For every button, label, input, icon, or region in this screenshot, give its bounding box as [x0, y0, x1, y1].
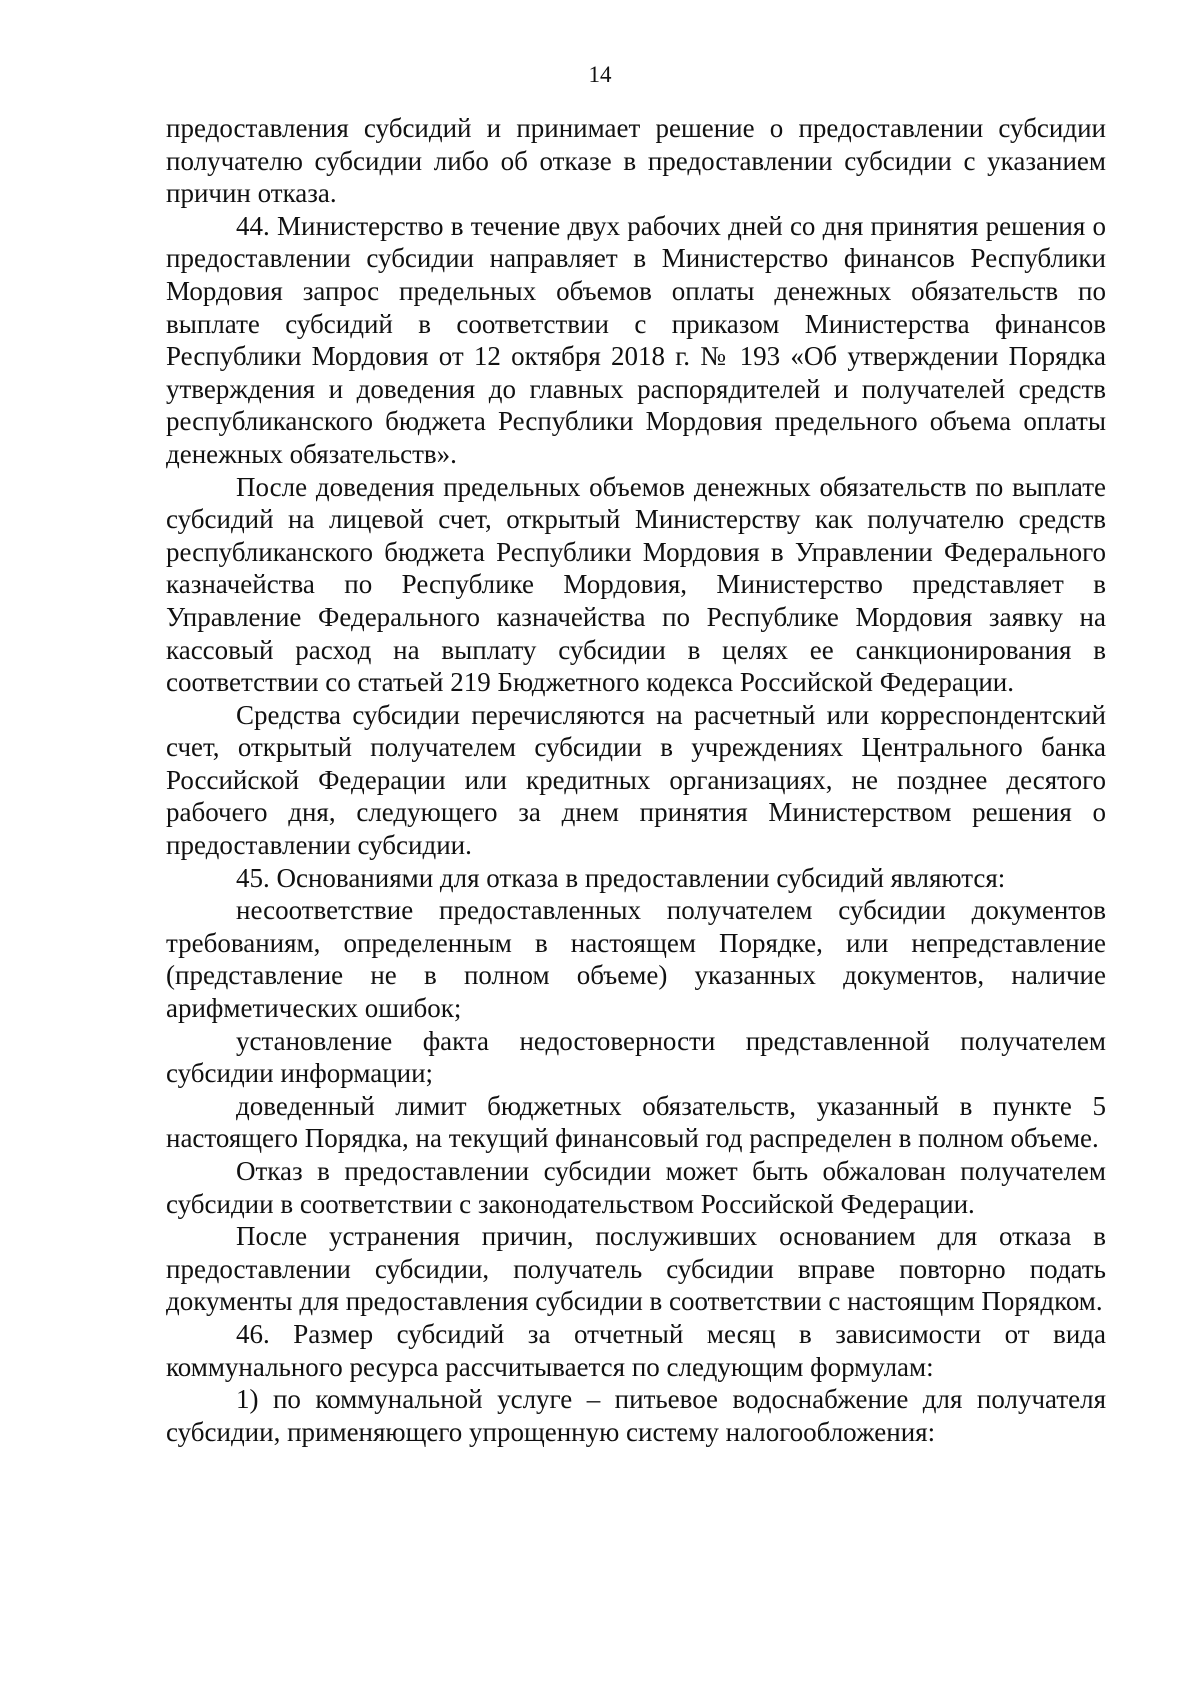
paragraph-formula-intro: 1) по коммунальной услуге – питьевое водоснабжение для получателя субсидии, применяющего упрощенную систему налогообложения:: [166, 1384, 1106, 1447]
paragraph-refusal-reason-3: доведенный лимит бюджетных обязательств, указанный в пункте 5 настоящего Порядка, на текущий финансовый год распределен в полном объеме.: [166, 1090, 1106, 1154]
paragraph-resubmission: После устранения причин, послуживших основанием для отказа в предоставлении субсидии, получатель субсидии вправе повторно подать документы для предоставления субсидии в соответствии с настоящим Порядком.: [166, 1221, 1106, 1317]
paragraph-appeal: Отказ в предоставлении субсидии может быть обжалован получателем субсидии в соответствии с законодательством Российской Федерации.: [166, 1156, 1106, 1219]
paragraph-item-44: 44. Министерство в течение двух рабочих дней со дня принятия решения о предоставлении субсидии направляет в Министерство финансов Республики Мордовия запрос предельных объемов оплаты денежных обязательств по выплате субсидий в соответствии с приказом Министерства финансов Республики Мордовия от 12 октября 2018 г. № 193 «Об утверждении Порядка утверждения и доведения до главных распорядителей и получателей средств республиканского бюджета Республики Мордовия предельного объема оплаты денежных обязательств».: [166, 210, 1106, 469]
paragraph-refusal-reason-1: несоответствие предоставленных получателем субсидии документов требованиям, определенным в настоящем Порядке, или непредставление (представление не в полном объеме) указанных документов, наличие арифметических ошибок;: [166, 895, 1106, 1024]
document-body: [166, 112, 1106, 1448]
paragraph-item-46: 46. Размер субсидий за отчетный месяц в зависимости от вида коммунального ресурса рассчитывается по следующим формулам:: [166, 1318, 1106, 1382]
paragraph-item-45: 45. Основаниями для отказа в предоставлении субсидий являются:: [236, 862, 1006, 893]
paragraph-continuation: предоставления субсидий и принимает решение о предоставлении субсидии получателю субсидии либо об отказе в предоставлении субсидии с указанием причин отказа.: [166, 113, 1106, 209]
paragraph-refusal-reason-2: установление факта недостоверности представленной получателем субсидии информации;: [166, 1025, 1106, 1089]
paragraph-limits-delivery: После доведения предельных объемов денежных обязательств по выплате субсидий на лицевой счет, открытый Министерству как получателю средств республиканского бюджета Республики Мордовия в Управлении Федерального казначейства по Республике Мордовия, Министерство представляет в Управление Федерального казначейства по Республике Мордовия заявку на кассовый расход на выплату субсидии в целях ее санкционирования в соответствии со статьей 219 Бюджетного кодекса Российской Федерации.: [166, 471, 1106, 698]
paragraph-funds-transfer: Средства субсидии перечисляются на расчетный или корреспондентский счет, открытый получателем субсидии в учреждениях Центрального банка Российской Федерации или кредитных организациях, не позднее десятого рабочего дня, следующего за днем принятия Министерством решения о предоставлении субсидии.: [166, 699, 1106, 861]
page-number: 14: [588, 62, 612, 87]
